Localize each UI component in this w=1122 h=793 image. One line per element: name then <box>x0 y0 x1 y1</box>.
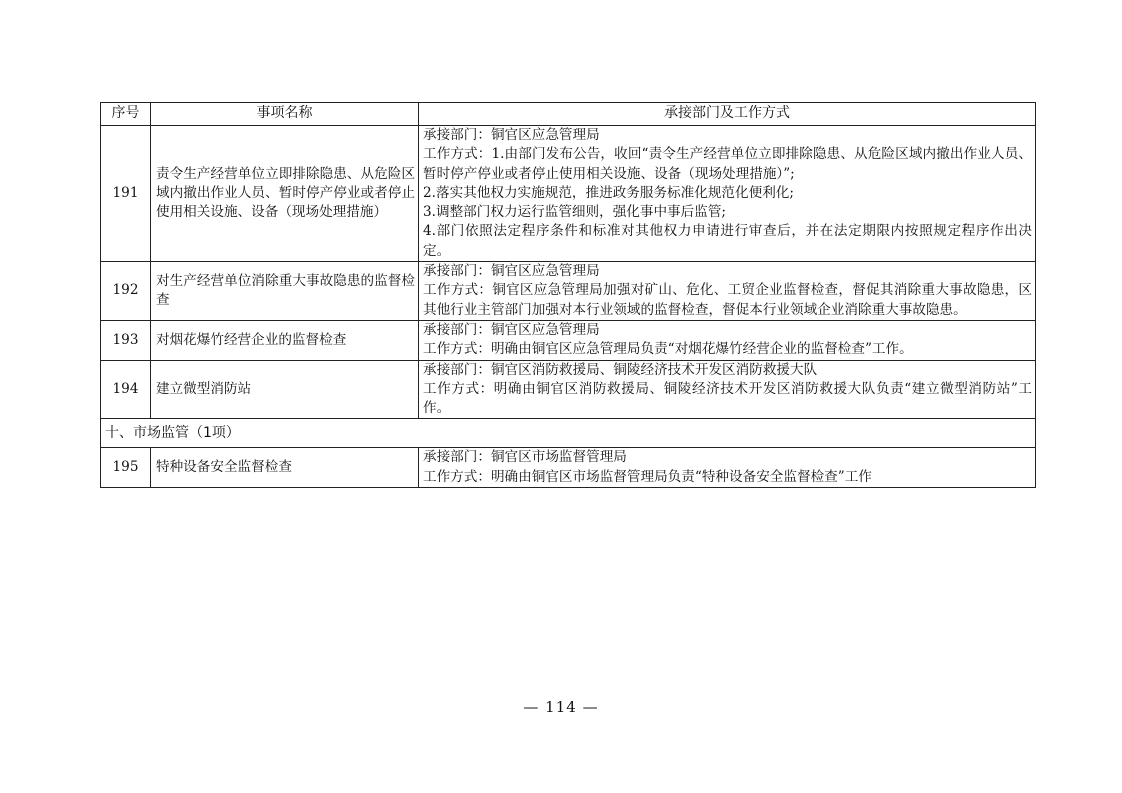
table-header-row <box>101 103 1036 126</box>
header-name: 事项名称 <box>151 103 419 126</box>
table-row <box>101 320 1036 360</box>
row-number: 192 <box>101 262 151 321</box>
section-row <box>101 419 1036 448</box>
section-heading: 十、市场监管（1项） <box>101 419 1036 448</box>
detail-line: 工作方式：明确由铜官区应急管理局负责“对烟花爆竹经营企业的监督检查”工作。 <box>423 341 913 358</box>
detail-line: 工作方式：明确由铜官区消防救援局、铜陵经济技术开发区消防救援大队负责“建立微型消防站”工作。 <box>423 380 1032 417</box>
detail-line: 工作方式：1.由部门发布公告，收回“责令生产经营单位立即排除隐患、从危险区域内撤出作业人员、暂时停产停业或者停止使用相关设施、设备（现场处理措施）”; <box>423 146 1032 182</box>
detail-line: 承接部门：铜官区市场监督管理局 <box>423 449 627 466</box>
row-item-name: 对烟花爆竹经营企业的监督检查 <box>151 320 419 360</box>
page-number: — 114 — <box>523 698 599 716</box>
table-row <box>101 360 1036 419</box>
table-row <box>101 262 1036 321</box>
header-number: 序号 <box>101 103 151 126</box>
row-number: 191 <box>101 126 151 262</box>
detail-line: 承接部门：铜官区应急管理局 <box>423 263 600 280</box>
row-detail <box>419 126 1036 262</box>
detail-line: 4.部门依照法定程序条件和标准对其他权力申请进行审查后，并在法定期限内按照规定程序作出决定。 <box>423 223 1032 259</box>
row-number: 195 <box>101 448 151 488</box>
row-number: 193 <box>101 320 151 360</box>
items-table <box>100 102 1036 488</box>
detail-line: 3.调整部门权力运行监管细则，强化事中事后监管; <box>423 204 727 221</box>
header-detail: 承接部门及工作方式 <box>419 103 1036 126</box>
row-number: 194 <box>101 360 151 419</box>
detail-line: 2.落实其他权力实施规范，推进政务服务标准化规范化便利化; <box>423 184 794 201</box>
table-row <box>101 126 1036 262</box>
row-item-name: 责令生产经营单位立即排除隐患、从危险区域内撤出作业人员、暂时停产停业或者停止使用相关设施、设备（现场处理措施） <box>151 126 419 262</box>
table-row <box>101 448 1036 488</box>
row-detail <box>419 360 1036 419</box>
detail-line: 承接部门：铜官区应急管理局 <box>423 321 600 338</box>
detail-line: 工作方式：明确由铜官区市场监督管理局负责“特种设备安全监督检查”工作 <box>423 468 872 485</box>
row-detail <box>419 320 1036 360</box>
detail-line: 承接部门：铜官区应急管理局 <box>423 127 600 143</box>
row-item-name: 特种设备安全监督检查 <box>151 448 419 488</box>
row-item-name: 建立微型消防站 <box>151 360 419 419</box>
row-detail <box>419 262 1036 321</box>
row-detail <box>419 448 1036 488</box>
row-item-name: 对生产经营单位消除重大事故隐患的监督检查 <box>151 262 419 321</box>
detail-line: 工作方式：铜官区应急管理局加强对矿山、危化、工贸企业监督检查，督促其消除重大事故隐患，区其他行业主管部门加强对本行业领域的监督检查，督促本行业领域企业消除重大事故隐患。 <box>423 282 1032 318</box>
detail-line: 承接部门：铜官区消防救援局、铜陵经济技术开发区消防救援大队 <box>423 361 818 378</box>
